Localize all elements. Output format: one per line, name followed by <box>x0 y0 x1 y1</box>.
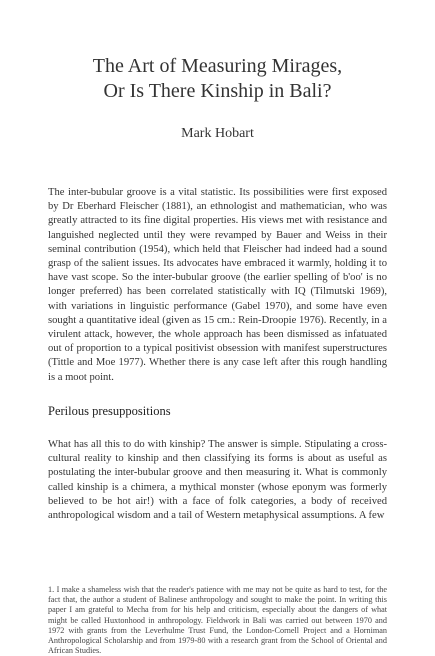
body-paragraph-1: The inter-bubular groove is a vital statistic. Its possibilities were first exposed by Dr Eberhard Fleischer (1881), an ethnologist and mathematician, who was greatly attracted to its fine digital properties. His views met with resistance and languished neglected until they were revamped by Bauer and Weiss in their seminal contribution (1954), which held that Fleischer had indeed had a sound grasp of the salient issues. Its advocates have embraced it warmly, holding it to have vast scope. So the inter-bubular groove (the earlier spelling of b'oo' is no longer preferred) has been correlated statistically with IQ (Tilmutski 1969), with variations in linguistic performance (Gabel 1970), and some have even sought a quantitative ideal (given as 15 cm.: Rein-Droopie 1976). Recently, in a virulent attack, however, the whole approach has been dismissed as infatuated out of proportion to a typical positivist obsession with manifest superstructures (Tittle and Moe 1977). Whether there is any case left after this rough handling is a moot point. <box>48 187 387 383</box>
section-heading: Perilous presuppositions <box>48 404 171 418</box>
footnote: 1. I make a shameless wish that the reader's patience with me may not be quite as hard to test, for the fact that, the author a student of Balinese anthropology and sought to make the point. In writing this paper I am grateful to Mecha from for his help and criticism, especially about the dangers of what might be called Huxtonhood in anthropology. Fieldwork in Bali was carried out between 1970 and 1972 with grants from the Leverhulme Trust Fund, the London-Cornell Project and a Horniman Anthropological Scholarship and from 1979-80 with a research grant from the School of Oriental and African Studies. <box>48 585 387 656</box>
body-paragraph-2: What has all this to do with kinship? The answer is simple. Stipulating a cross-cultural reality to kinship and then classifying its forms is about as useful as postulating the inter-bubular groove and then measuring it. What is commonly called kinship is a chimera, a mythical monster (whose eponym was formerly believed to be hot air!) with a face of folk categories, a body of received anthropological wisdom and a tail of Western metaphysical assumptions. A few <box>48 439 387 522</box>
title-line-1: The Art of Measuring Mirages, <box>92 55 343 77</box>
author-name: Mark Hobart <box>181 126 254 141</box>
title-line-2: Or Is There Kinship in Bali? <box>103 80 332 102</box>
article-title <box>0 54 435 104</box>
